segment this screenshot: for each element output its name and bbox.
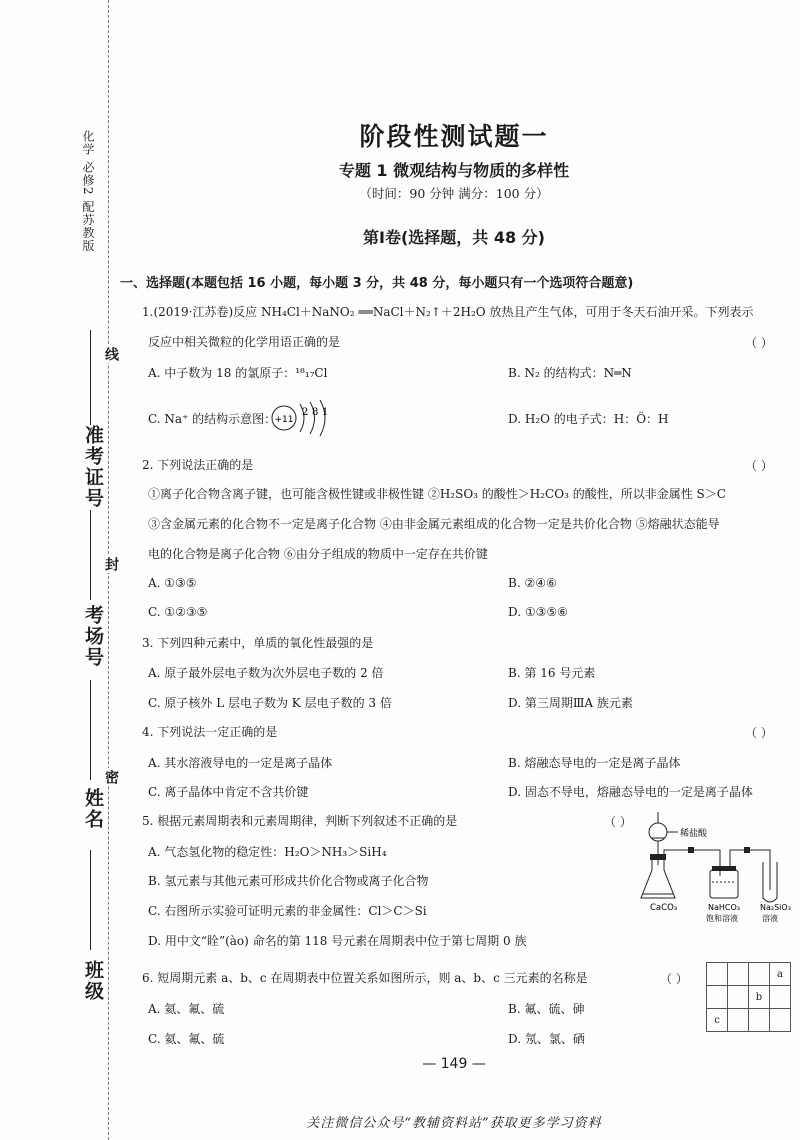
page-subtitle: 专题 1 微观结构与物质的多样性 [338, 161, 570, 180]
q6-option-a: A. 氦、氟、硫 [148, 1002, 225, 1016]
q2-statement-line1: ①离子化合物含离子键，也可能含极性键或非极性键 ②H₂SO₃ 的酸性＞H₂CO₃ 的酸性，所以非金属性 S＞C [148, 487, 726, 501]
q3-stem: 3. 下列四种元素中，单质的氧化性最强的是 [142, 636, 374, 650]
book-info: 化学 必修2 配苏教版 [81, 130, 95, 253]
q5-option-d: D. 用中文“䀬”(ào) 命名的第 118 号元素在周期表中位于第七周期 0 族 [148, 934, 527, 948]
id-underline [90, 330, 91, 425]
q6-answer-bracket: （ ） [660, 972, 688, 986]
q6-option-d: D. 氖、氯、硒 [508, 1032, 585, 1046]
q2-statement-line2: ③含金属元素的化合物不一定是离子化合物 ④由非金属元素组成的化合物一定是共价化合物 ⑤熔融状态能导 [148, 517, 720, 531]
label-solution: 溶液 [762, 914, 778, 923]
label-saturated: 饱和溶液 [706, 914, 738, 923]
label-dilute-hcl: 稀盐酸 [680, 829, 708, 839]
name-underline [90, 680, 91, 780]
page-title: 阶段性测试题一 [359, 122, 549, 151]
label-name: 姓名 [82, 788, 104, 830]
seal-mark-line: 线 [103, 347, 119, 361]
na-ion-structure-diagram [268, 396, 338, 442]
grid-cell-c: c [707, 1009, 728, 1032]
label-exam-room: 考场号 [82, 605, 104, 668]
q2-stem: 2. 下列说法正确的是 [142, 458, 254, 472]
q6-option-b: B. 氟、硫、砷 [508, 1002, 585, 1016]
diagram-shell3-count: 1 [322, 407, 329, 418]
label-exam-id: 准考证号 [82, 425, 104, 509]
section-heading: 一、选择题(本题包括 16 小题，每小题 3 分，共 48 分，每小题只有一个选项符合题意) [120, 276, 634, 291]
class-underline [90, 850, 91, 950]
seal-mark-seal: 封 [103, 557, 119, 571]
seal-mark-secret: 密 [103, 770, 119, 784]
periodic-table-fragment [706, 962, 791, 1032]
q3-option-a: A. 原子最外层电子数为次外层电子数的 2 倍 [148, 666, 384, 680]
q2-option-d: D. ①③⑤⑥ [508, 605, 568, 619]
q5-answer-bracket: （ ） [604, 815, 632, 829]
q2-answer-bracket: （ ） [745, 459, 773, 473]
q2-option-b: B. ②④⑥ [508, 576, 557, 590]
q4-option-d: D. 固态不导电，熔融态导电的一定是离子晶体 [508, 785, 753, 799]
diagram-shell1-count: 2 [302, 407, 309, 418]
q2-statement-line3: 电的化合物是离子化合物 ⑥由分子组成的物质中一定存在共价键 [148, 547, 488, 561]
q6-stem: 6. 短周期元素 a、b、c 在周期表中位置关系如图所示，则 a、b、c 三元素的名称是 [142, 971, 588, 985]
q4-option-b: B. 熔融态导电的一定是离子晶体 [508, 756, 681, 770]
q1-option-d: D. H₂O 的电子式：H：Ö：H [508, 412, 669, 426]
q4-answer-bracket: （ ） [745, 726, 773, 740]
q1-option-b: B. N₂ 的结构式：N═N [508, 366, 632, 380]
q4-stem: 4. 下列说法一定正确的是 [142, 725, 278, 739]
diagram-nucleus-label: +11 [274, 415, 294, 425]
q1-stem-line2: 反应中相关微粒的化学用语正确的是 [148, 335, 341, 349]
diagram-shell2-count: 8 [312, 407, 319, 418]
q3-option-d: D. 第三周期ⅢA 族元素 [508, 696, 633, 710]
q1-option-c: C. Na⁺ 的结构示意图： [148, 412, 277, 426]
q1-stem-line1: 1.(2019·江苏卷)反应 NH₄Cl＋NaNO₂ ══NaCl＋N₂↑＋2H₂O 放热且产生气体，可用于冬天石油开采。下列表示 [142, 305, 754, 319]
q5-option-c: C. 右图所示实验可证明元素的非金属性：Cl＞C＞Si [148, 904, 427, 918]
q1-answer-bracket: （ ） [745, 336, 773, 350]
grid-cell-b: b [749, 986, 770, 1009]
label-class: 班级 [82, 960, 104, 1002]
grid-cell-a: a [770, 963, 791, 986]
q5-option-a: A. 气态氢化物的稳定性：H₂O＞NH₃＞SiH₄ [148, 845, 387, 859]
q4-option-c: C. 离子晶体中肯定不含共价键 [148, 785, 309, 799]
label-na2sio3: Na₂SiO₃ [760, 903, 791, 912]
q1-option-a: A. 中子数为 18 的氯原子：¹⁸₁₇Cl [148, 366, 328, 380]
q3-option-b: B. 第 16 号元素 [508, 666, 596, 680]
label-nahco3: NaHCO₃ [708, 903, 740, 912]
q5-option-b: B. 氢元素与其他元素可形成共价化合物或离子化合物 [148, 874, 429, 888]
q5-stem: 5. 根据元素周期表和元素周期律，判断下列叙述不正确的是 [142, 814, 458, 828]
q6-option-c: C. 氦、氟、硫 [148, 1032, 225, 1046]
q4-option-a: A. 其水溶液导电的一定是离子晶体 [148, 756, 333, 770]
volume-heading: 第Ⅰ卷(选择题，共 48 分) [363, 228, 545, 247]
apparatus-diagram [636, 810, 796, 925]
q2-option-a: A. ①③⑤ [148, 576, 197, 590]
label-caco3: CaCO₃ [650, 903, 678, 913]
footer-note: 关注微信公众号“教辅资料站”获取更多学习资料 [306, 1116, 602, 1131]
q2-option-c: C. ①②③⑤ [148, 605, 208, 619]
q3-option-c: C. 原子核外 L 层电子数为 K 层电子数的 3 倍 [148, 696, 392, 710]
page-number: — 149 — [422, 1056, 486, 1072]
time-info: （时间：90 分钟 满分：100 分） [359, 186, 549, 201]
room-underline [90, 510, 91, 600]
